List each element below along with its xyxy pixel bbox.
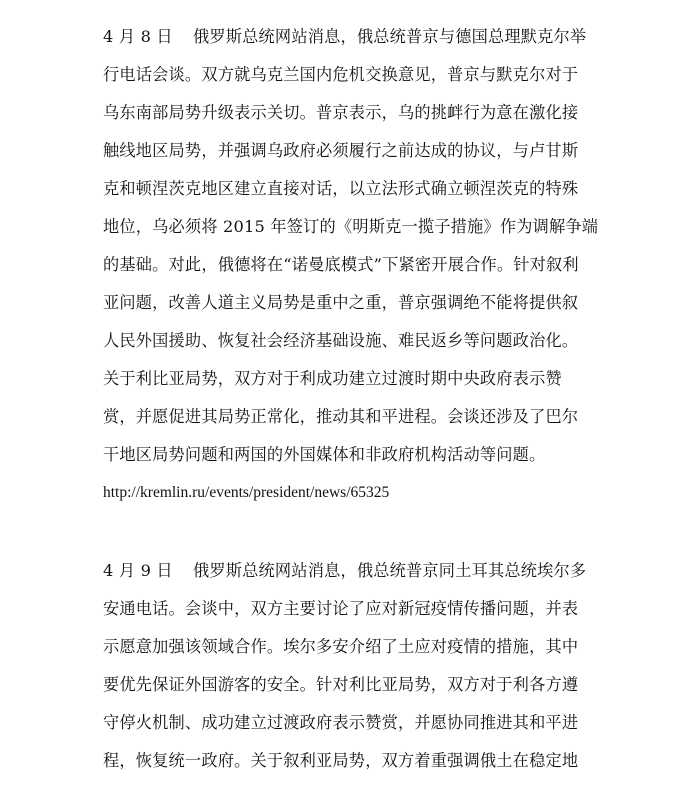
entry-1-line-11: 赏，并愿促进其局势正常化，推动其和平进程。会谈还涉及了巴尔	[103, 407, 579, 426]
entry-1-line-2: 行电话会谈。双方就乌克兰国内危机交换意见，普京与默克尔对于	[103, 65, 579, 84]
entry-2-line-6: 程，恢复统一政府。关于叙利亚局势，双方着重强调俄土在稳定地	[103, 751, 579, 770]
entry-1-first-line	[103, 26, 586, 48]
entry-2-line-2: 安通电话。会谈中，双方主要讨论了应对新冠疫情传播问题，并表	[103, 599, 579, 618]
entry-1-line-12: 干地区局势问题和两国的外国媒体和非政府机构活动等问题。	[103, 445, 546, 464]
entry-1-date: 4 月 8 日	[103, 27, 173, 46]
entry-1-source-url: http://kremlin.ru/events/president/news/65325	[103, 484, 390, 501]
entry-2-line-5: 守停火机制、成功建立过渡政府表示赞赏，并愿协同推进其和平进	[103, 713, 579, 732]
entry-1-line-3: 乌东南部局势升级表示关切。普京表示，乌的挑衅行为意在激化接	[103, 103, 579, 122]
entry-1-line-5: 克和顿涅茨克地区建立直接对话，以立法形式确立顿涅茨克的特殊	[103, 179, 579, 198]
entry-1-line-7: 的基础。对此，俄德将在“诺曼底模式”下紧密开展合作。针对叙利	[103, 255, 579, 274]
entry-1-line-8: 亚问题，改善人道主义局势是重中之重，普京强调绝不能将提供叙	[103, 293, 579, 312]
entry-2-line-4: 要优先保证外国游客的安全。针对利比亚局势，双方对于利各方遵	[103, 675, 579, 694]
entry-1-line-4: 触线地区局势，并强调乌政府必须履行之前达成的协议，与卢甘斯	[103, 141, 579, 160]
entry-1-line-1: 俄罗斯总统网站消息，俄总统普京与德国总理默克尔举	[193, 27, 587, 46]
entry-1-line-10: 关于利比亚局势，双方对于利成功建立过渡时期中央政府表示赞	[103, 369, 562, 388]
entry-1-line-9: 人民外国援助、恢复社会经济基础设施、难民返乡等问题政治化。	[103, 331, 579, 350]
entry-2-line-3: 示愿意加强该领域合作。埃尔多安介绍了土应对疫情的措施，其中	[103, 637, 579, 656]
entry-2-first-line	[103, 560, 586, 582]
entry-2-line-1: 俄罗斯总统网站消息，俄总统普京同土耳其总统埃尔多	[193, 561, 587, 580]
entry-2-date: 4 月 9 日	[103, 561, 173, 580]
entry-1-line-6: 地位，乌必须将 2015 年签订的《明斯克一揽子措施》作为调解争端	[103, 217, 599, 236]
